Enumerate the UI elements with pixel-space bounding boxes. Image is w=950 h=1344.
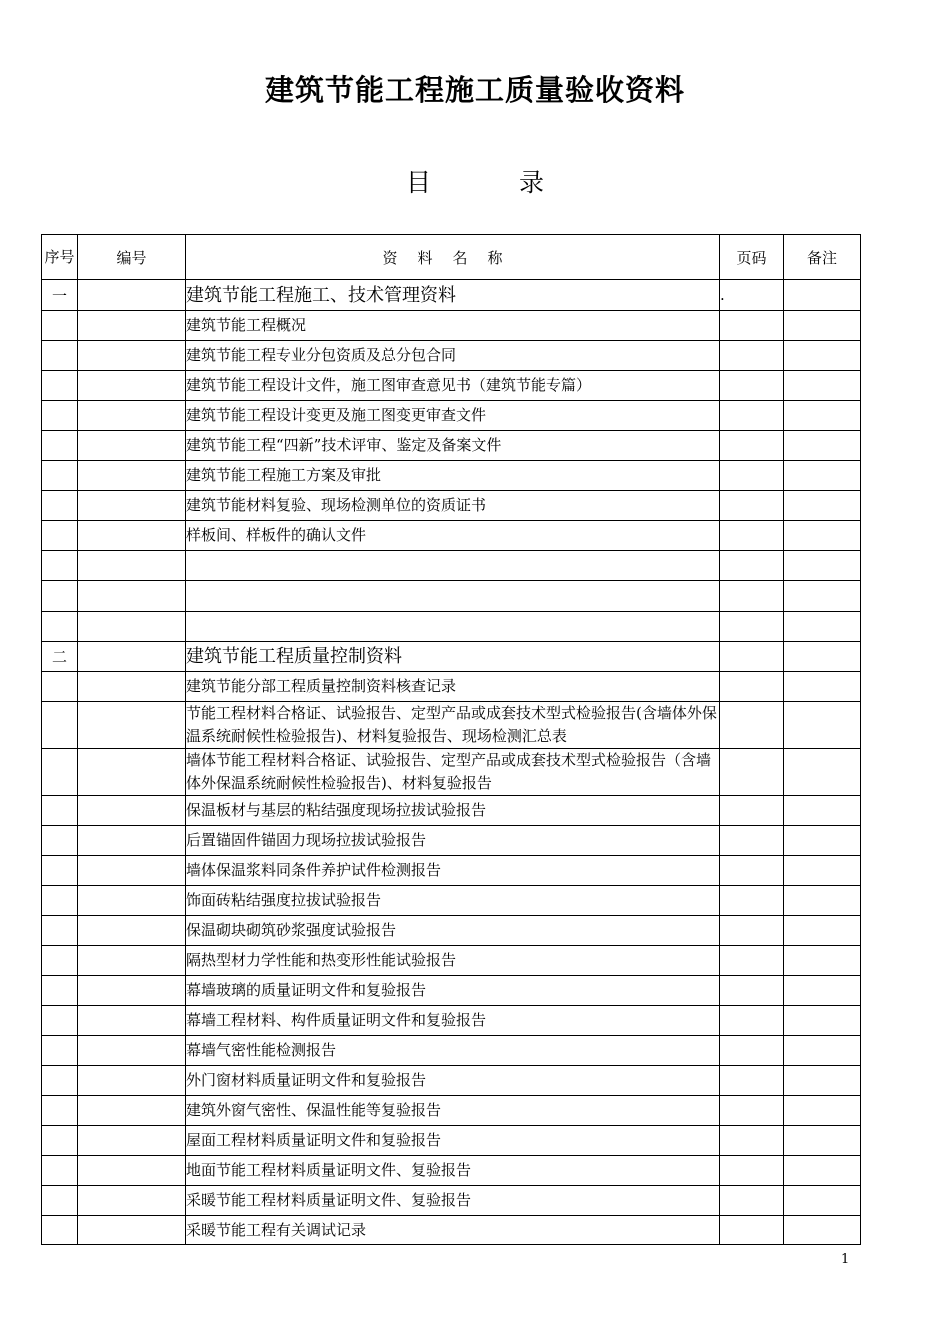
row-page — [720, 401, 784, 431]
row-page — [720, 826, 784, 856]
toc-table — [41, 234, 861, 1245]
table-row — [42, 1066, 861, 1096]
table-row — [42, 1186, 861, 1216]
row-page — [720, 1066, 784, 1096]
table-row — [42, 886, 861, 916]
row-name: 保温板材与基层的粘结强度现场拉拔试验报告 — [186, 796, 720, 826]
row-remark — [784, 431, 861, 461]
row-remark — [784, 1156, 861, 1186]
table-row — [42, 551, 861, 581]
row-seq — [42, 581, 78, 612]
row-seq — [42, 1186, 78, 1216]
row-name: 采暖节能工程有关调试记录 — [186, 1216, 720, 1245]
row-name: 建筑节能工程设计文件，施工图审查意见书（建筑节能专篇） — [186, 371, 720, 401]
row-remark — [784, 976, 861, 1006]
row-name: 建筑外窗气密性、保温性能等复验报告 — [186, 1096, 720, 1126]
row-code — [78, 796, 186, 826]
row-code — [78, 1066, 186, 1096]
row-code — [78, 581, 186, 612]
row-remark — [784, 461, 861, 491]
row-name: 建筑节能分部工程质量控制资料核查记录 — [186, 672, 720, 702]
row-remark — [784, 521, 861, 551]
row-remark — [784, 311, 861, 341]
table-row — [42, 461, 861, 491]
row-seq — [42, 1126, 78, 1156]
row-remark — [784, 1186, 861, 1216]
row-seq — [42, 916, 78, 946]
row-page — [720, 976, 784, 1006]
row-seq — [42, 1096, 78, 1126]
table-row — [42, 581, 861, 612]
row-remark — [784, 1006, 861, 1036]
row-seq — [42, 371, 78, 401]
row-seq — [42, 976, 78, 1006]
table-row — [42, 401, 861, 431]
row-page — [720, 642, 784, 672]
row-name: 地面节能工程材料质量证明文件、复验报告 — [186, 1156, 720, 1186]
row-name — [186, 581, 720, 612]
row-name: 隔热型材力学性能和热变形性能试验报告 — [186, 946, 720, 976]
table-row — [42, 946, 861, 976]
row-code — [78, 1036, 186, 1066]
row-page — [720, 521, 784, 551]
table-row — [42, 916, 861, 946]
row-remark — [784, 916, 861, 946]
row-name: 建筑节能材料复验、现场检测单位的资质证书 — [186, 491, 720, 521]
row-name: 幕墙气密性能检测报告 — [186, 1036, 720, 1066]
row-seq — [42, 401, 78, 431]
row-seq — [42, 1216, 78, 1245]
row-remark — [784, 371, 861, 401]
row-remark — [784, 581, 861, 612]
table-row — [42, 1216, 861, 1245]
row-seq — [42, 856, 78, 886]
table-row — [42, 976, 861, 1006]
row-page — [720, 1216, 784, 1245]
row-code — [78, 826, 186, 856]
row-remark — [784, 551, 861, 581]
row-seq — [42, 672, 78, 702]
row-name: 墙体保温浆料同条件养护试件检测报告 — [186, 856, 720, 886]
row-seq — [42, 1036, 78, 1066]
row-remark — [784, 1036, 861, 1066]
row-code — [78, 341, 186, 371]
row-name: 墙体节能工程材料合格证、试验报告、定型产品或成套技术型式检验报告（含墙体外保温系统耐候性检验报告)、材料复验报告 — [186, 749, 720, 796]
header-remark: 备注 — [784, 235, 861, 280]
row-seq — [42, 551, 78, 581]
row-code — [78, 886, 186, 916]
toc-body — [42, 280, 861, 1245]
row-code — [78, 856, 186, 886]
row-remark — [784, 491, 861, 521]
table-row — [42, 796, 861, 826]
row-code — [78, 1096, 186, 1126]
row-name: 建筑节能工程施工方案及审批 — [186, 461, 720, 491]
row-name: 建筑节能工程设计变更及施工图变更审查文件 — [186, 401, 720, 431]
row-code — [78, 1006, 186, 1036]
row-page — [720, 856, 784, 886]
row-code — [78, 431, 186, 461]
table-row — [42, 642, 861, 672]
table-row — [42, 1156, 861, 1186]
document-title: 建筑节能工程施工质量验收资料 — [264, 73, 685, 107]
row-code — [78, 491, 186, 521]
row-seq — [42, 461, 78, 491]
toc-title: 目 录 — [406, 168, 584, 197]
table-row — [42, 311, 861, 341]
row-seq — [42, 612, 78, 642]
row-name: 采暖节能工程材料质量证明文件、复验报告 — [186, 1186, 720, 1216]
row-code — [78, 916, 186, 946]
row-seq — [42, 1156, 78, 1186]
row-page — [720, 702, 784, 749]
row-remark — [784, 749, 861, 796]
row-page — [720, 886, 784, 916]
row-code — [78, 702, 186, 749]
row-page — [720, 1186, 784, 1216]
table-row — [42, 672, 861, 702]
table-row — [42, 371, 861, 401]
table-row — [42, 749, 861, 796]
row-code — [78, 280, 186, 311]
header-seq: 序号 — [42, 235, 78, 280]
row-code — [78, 642, 186, 672]
row-name: 后置锚固件锚固力现场拉拔试验报告 — [186, 826, 720, 856]
table-header-row — [42, 235, 861, 280]
row-page — [720, 431, 784, 461]
table-row — [42, 826, 861, 856]
table-row — [42, 702, 861, 749]
row-page — [720, 1036, 784, 1066]
row-remark — [784, 401, 861, 431]
row-seq — [42, 702, 78, 749]
table-row — [42, 280, 861, 311]
row-code — [78, 976, 186, 1006]
row-page — [720, 551, 784, 581]
row-name: 屋面工程材料质量证明文件和复验报告 — [186, 1126, 720, 1156]
row-page — [720, 796, 784, 826]
row-name: 建筑节能工程概况 — [186, 311, 720, 341]
row-seq — [42, 491, 78, 521]
row-seq: 一 — [42, 280, 78, 311]
row-remark — [784, 886, 861, 916]
row-remark — [784, 612, 861, 642]
table-row — [42, 521, 861, 551]
row-page — [720, 341, 784, 371]
table-row — [42, 856, 861, 886]
row-page — [720, 461, 784, 491]
row-name: 建筑节能工程质量控制资料 — [186, 642, 720, 672]
row-remark — [784, 642, 861, 672]
row-seq: 二 — [42, 642, 78, 672]
row-name: 保温砌块砌筑砂浆强度试验报告 — [186, 916, 720, 946]
row-page — [720, 916, 784, 946]
row-seq — [42, 796, 78, 826]
row-code — [78, 311, 186, 341]
row-code — [78, 749, 186, 796]
row-seq — [42, 1066, 78, 1096]
row-seq — [42, 431, 78, 461]
row-seq — [42, 311, 78, 341]
row-code — [78, 672, 186, 702]
header-name-label: 资料名称 — [382, 248, 523, 267]
row-page — [720, 1006, 784, 1036]
table-row — [42, 1036, 861, 1066]
table-row — [42, 1006, 861, 1036]
row-page — [720, 1096, 784, 1126]
row-page — [720, 491, 784, 521]
row-name: 幕墙工程材料、构件质量证明文件和复验报告 — [186, 1006, 720, 1036]
row-code — [78, 946, 186, 976]
row-seq — [42, 946, 78, 976]
row-code — [78, 1126, 186, 1156]
row-remark — [784, 856, 861, 886]
row-name: 饰面砖粘结强度拉拔试验报告 — [186, 886, 720, 916]
table-row — [42, 1096, 861, 1126]
row-remark — [784, 1126, 861, 1156]
table-row — [42, 341, 861, 371]
header-code: 编号 — [78, 235, 186, 280]
row-seq — [42, 521, 78, 551]
row-remark — [784, 672, 861, 702]
row-code — [78, 1216, 186, 1245]
row-remark — [784, 1066, 861, 1096]
row-name: 建筑节能工程“四新”技术评审、鉴定及备案文件 — [186, 431, 720, 461]
row-name — [186, 551, 720, 581]
row-page — [720, 581, 784, 612]
row-name — [186, 612, 720, 642]
row-name: 建筑节能工程专业分包资质及总分包合同 — [186, 341, 720, 371]
table-row — [42, 612, 861, 642]
row-page — [720, 946, 784, 976]
table-row — [42, 491, 861, 521]
row-name: 建筑节能工程施工、技术管理资料 — [186, 280, 720, 311]
row-name: 幕墙玻璃的质量证明文件和复验报告 — [186, 976, 720, 1006]
row-remark — [784, 796, 861, 826]
table-row — [42, 431, 861, 461]
row-seq — [42, 341, 78, 371]
row-remark — [784, 946, 861, 976]
page-number: 1 — [841, 1252, 850, 1267]
row-code — [78, 612, 186, 642]
row-seq — [42, 886, 78, 916]
row-remark — [784, 826, 861, 856]
row-remark — [784, 1216, 861, 1245]
row-seq — [42, 749, 78, 796]
row-name: 节能工程材料合格证、试验报告、定型产品或成套技术型式检验报告(含墙体外保温系统耐候性检验报告)、材料复验报告、现场检测汇总表 — [186, 702, 720, 749]
row-name: 样板间、样板件的确认文件 — [186, 521, 720, 551]
row-page — [720, 749, 784, 796]
row-remark — [784, 341, 861, 371]
row-seq — [42, 826, 78, 856]
row-page — [720, 1126, 784, 1156]
row-remark — [784, 1096, 861, 1126]
row-seq — [42, 1006, 78, 1036]
header-name — [186, 235, 720, 280]
row-page — [720, 371, 784, 401]
row-code — [78, 1186, 186, 1216]
row-code — [78, 461, 186, 491]
row-page — [720, 311, 784, 341]
row-page — [720, 672, 784, 702]
table-row — [42, 1126, 861, 1156]
row-page — [720, 612, 784, 642]
row-code — [78, 521, 186, 551]
row-name: 外门窗材料质量证明文件和复验报告 — [186, 1066, 720, 1096]
row-page — [720, 1156, 784, 1186]
header-page: 页码 — [720, 235, 784, 280]
row-code — [78, 371, 186, 401]
row-page: . — [720, 280, 784, 311]
row-code — [78, 551, 186, 581]
row-code — [78, 401, 186, 431]
row-code — [78, 1156, 186, 1186]
row-remark — [784, 280, 861, 311]
row-remark — [784, 702, 861, 749]
